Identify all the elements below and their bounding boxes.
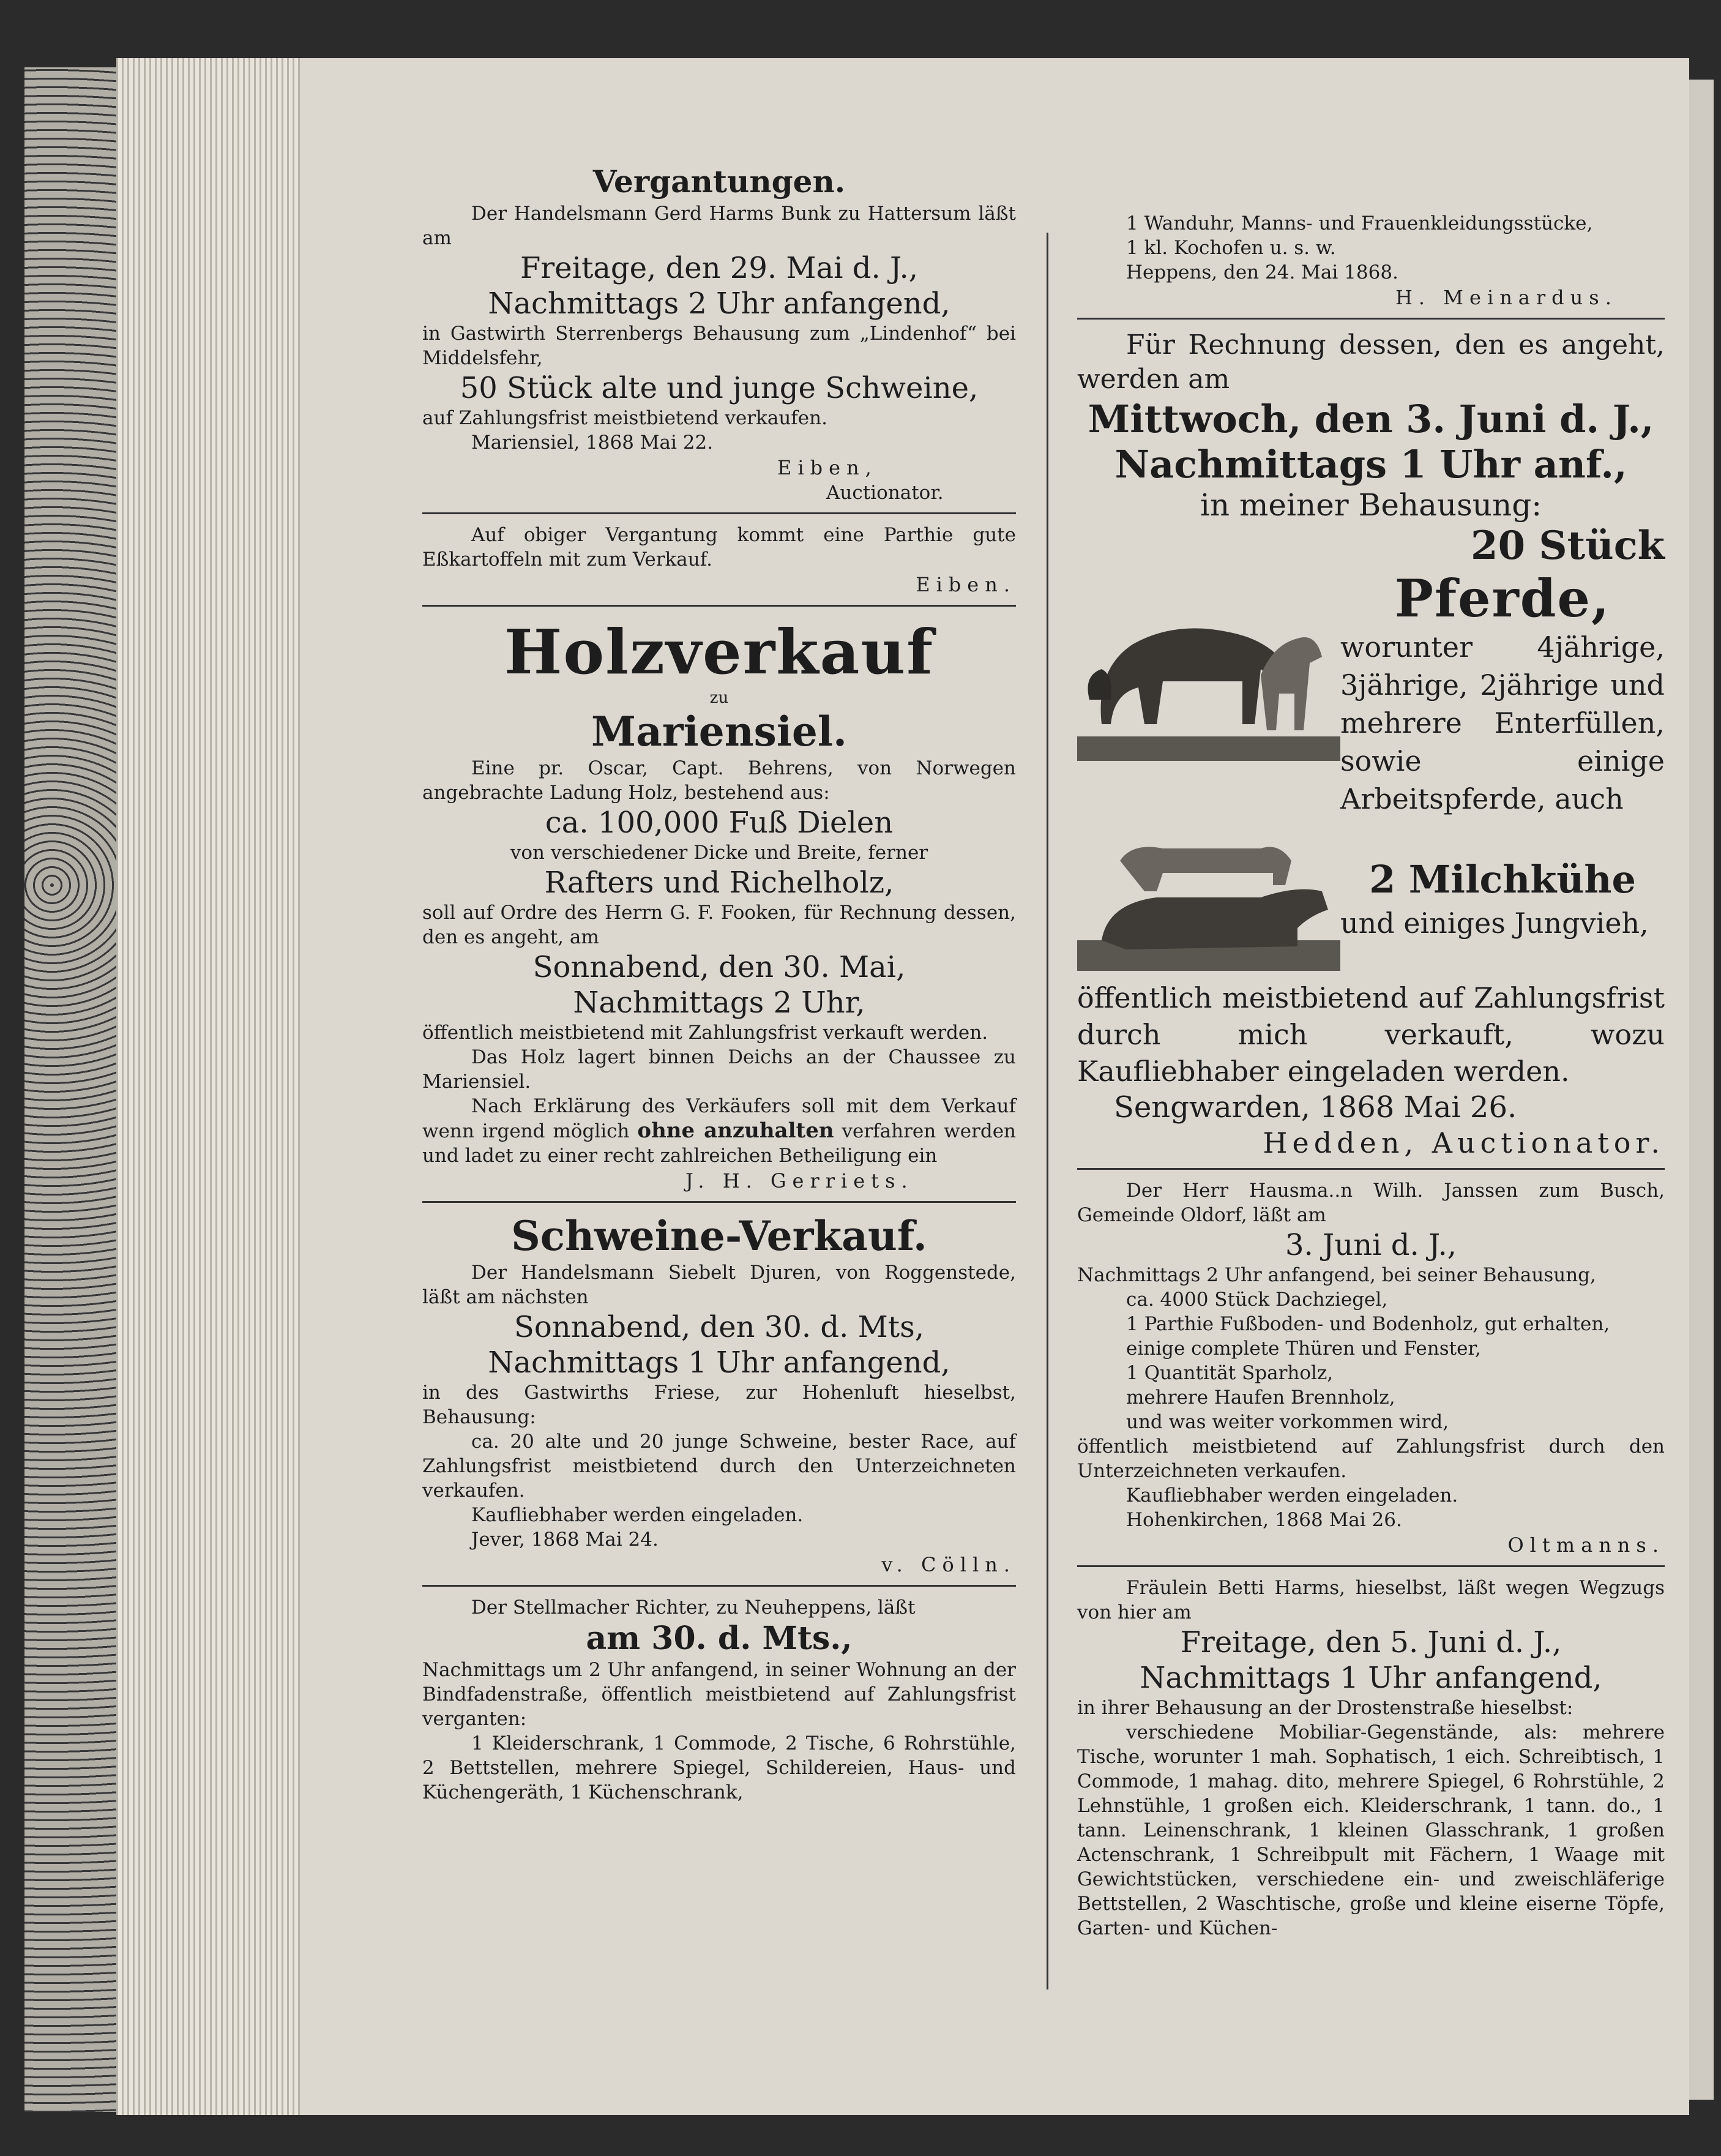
- ad-title: Schweine-Verkauf.: [511, 1212, 927, 1260]
- ad-item: ca. 4000 Stück Dachziegel,: [1126, 1289, 1388, 1311]
- ad-date: Sonnabend, den 30. d. Mts,: [514, 1310, 924, 1344]
- ad-intro: Für Rechnung dessen, den es angeht, werden am: [1077, 329, 1665, 395]
- ad-signer-title: Auctionator.: [826, 482, 944, 504]
- left-column: [422, 162, 1016, 1805]
- ad-intro: Der Stellmacher Richter, zu Neuheppens, läßt: [471, 1596, 916, 1619]
- ad-kartoffeln: [422, 523, 1016, 597]
- ad-time: Nachmittags 2 Uhr,: [573, 986, 865, 1020]
- horses-illustration: [1077, 571, 1340, 769]
- book-edge-speckle: [24, 67, 116, 2112]
- ad-dateline: Hohenkirchen, 1868 Mai 26.: [1126, 1509, 1402, 1531]
- ad-betti-harms: [1077, 1576, 1665, 1941]
- ad-place: in meiner Behausung:: [1200, 487, 1542, 523]
- ad-signer: v. Cölln.: [881, 1553, 1016, 1576]
- ad-pferde: [1077, 328, 1665, 1161]
- ad-title: Vergantungen.: [592, 163, 846, 200]
- ad-item: und was weiter vorkommen wird,: [1126, 1411, 1449, 1433]
- ad-intro: Eine pr. Oscar, Capt. Behrens, von Norwegen angebrachte Ladung Holz, bestehend aus:: [422, 757, 1016, 804]
- ad-separator: [1077, 1168, 1665, 1170]
- ad-time: Nachmittags 2 Uhr anfangend,: [488, 286, 950, 321]
- column-rule: [1047, 233, 1048, 1989]
- ad-signer: J. H. Gerriets.: [685, 1169, 914, 1192]
- ad-item: mehrere Haufen Brennholz,: [1126, 1387, 1395, 1409]
- ad-time: Nachmittags 1 Uhr anf.,: [1114, 442, 1627, 487]
- ad-dateline: Heppens, den 24. Mai 1868.: [1126, 261, 1398, 283]
- ad-goods: 1 Kleiderschrank, 1 Commode, 2 Tische, 6 Rohrstühle, 2 Bettstellen, mehrere Spiegel, Schildereien, Haus- und Küchengeräth, 1 Küchenschrank,: [422, 1732, 1016, 1803]
- ad-horses-detail: worunter 4jährige, 3jährige, 2jährige und mehrere Enterfüllen, sowie einige Arbeitspferde, auch: [1340, 631, 1665, 815]
- ad-dateline: Jever, 1868 Mai 24.: [471, 1529, 659, 1551]
- ad-date: 3. Juni d. J.,: [1285, 1228, 1457, 1262]
- ad-item-desc: von verschiedener Dicke und Breite, ferner: [510, 842, 928, 864]
- ad-item: Rafters und Richelholz,: [544, 866, 894, 900]
- ad-separator: [1077, 1565, 1665, 1567]
- ad-signer: Oltmanns.: [1507, 1533, 1665, 1557]
- ad-date: Sonnabend, den 30. Mai,: [532, 950, 906, 984]
- ad-seller-note-c: verfahren werden und ladet zu einer recht zahlreichen Betheiligung ein: [422, 1120, 1017, 1167]
- ad-item: ca. 100,000 Fuß Dielen: [545, 806, 894, 840]
- ad-item: 1 Parthie Fußboden- und Bodenholz, gut erhalten,: [1126, 1313, 1610, 1335]
- ad-title: Holzverkauf: [504, 616, 935, 688]
- ad-holzverkauf: [422, 615, 1016, 1194]
- ad-separator: [422, 605, 1016, 607]
- ad-invite: Kaufliebhaber werden eingeladen.: [1126, 1484, 1458, 1507]
- ad-terms: öffentlich meistbietend mit Zahlungsfrist verkauft werden.: [422, 1022, 988, 1044]
- ad-seller-note-a: Nach Erklärung des Verkäufers soll mit dem Verkauf wenn irgend möglich: [422, 1095, 1016, 1142]
- ad-terms: auf Zahlungsfrist meistbietend verkaufen.: [422, 407, 827, 429]
- ad-intro: Der Herr Hausma..n Wilh. Janssen zum Busch, Gemeinde Oldorf, läßt am: [1077, 1180, 1665, 1226]
- ad-place: in Gastwirth Sterrenbergs Behausung zum „Lindenhof“ bei Middelsfehr,: [422, 323, 1016, 369]
- ad-signer: Hedden, Auctionator.: [1263, 1126, 1665, 1159]
- ad-richter: [422, 1595, 1016, 1805]
- horses-block: [1077, 523, 1665, 818]
- ad-schweine-verkauf: [422, 1211, 1016, 1578]
- ad-zu: zu: [709, 689, 729, 707]
- ad-goods: ca. 20 alte und 20 junge Schweine, bester Race, auf Zahlungsfrist meistbietend durch den Unterzeichneten verkaufen.: [422, 1431, 1016, 1502]
- ad-date: am 30. d. Mts.,: [586, 1620, 853, 1657]
- ad-terms: öffentlich meistbietend auf Zahlungsfrist durch mich verkauft, wozu Kaufliebhaber eingeladen werden.: [1077, 981, 1665, 1088]
- ad-separator: [422, 512, 1016, 514]
- ad-place: in des Gastwirths Friese, zur Hohenluft hieselbst, Behausung:: [422, 1382, 1016, 1428]
- ad-count: 20 Stück: [1471, 523, 1665, 569]
- ad-richter-continued: [1077, 211, 1665, 310]
- ad-janssen: [1077, 1178, 1665, 1558]
- cows-block: [1077, 818, 1665, 979]
- cows-text: [1340, 855, 1665, 942]
- ad-order: soll auf Ordre des Herrn G. F. Fooken, für Rechnung dessen, den es angeht, am: [422, 902, 1016, 948]
- ad-vergantungen: [422, 163, 1016, 505]
- cows-illustration: [1077, 818, 1340, 979]
- ad-signer: Eiben,: [777, 456, 878, 479]
- ad-item: 1 Quantität Sparholz,: [1126, 1362, 1334, 1384]
- ad-place-title: Mariensiel.: [591, 708, 847, 755]
- ad-time: Nachmittags 1 Uhr anfangend,: [488, 1346, 950, 1380]
- ad-seller-note-emph: ohne anzuhalten: [637, 1118, 834, 1143]
- ad-date: Freitage, den 29. Mai d. J.,: [520, 251, 919, 285]
- ad-place: in ihrer Behausung an der Drostenstraße hieselbst:: [1077, 1697, 1574, 1719]
- ad-signer: Eiben.: [916, 573, 1016, 596]
- ad-animal: Pferde,: [1394, 568, 1611, 629]
- ad-goods: 50 Stück alte und junge Schweine,: [460, 371, 979, 405]
- ad-intro: Der Handelsmann Siebelt Djuren, von Roggenstede, läßt am nächsten: [422, 1262, 1016, 1308]
- ad-intro: Der Handelsmann Gerd Harms Bunk zu Hattersum läßt am: [422, 203, 1016, 249]
- ad-line: 1 kl. Kochofen u. s. w.: [1126, 237, 1336, 259]
- right-column: [1077, 211, 1665, 1941]
- ad-separator: [1077, 318, 1665, 320]
- ad-text: Nachmittags um 2 Uhr anfangend, in seiner Wohnung an der Bindfadenstraße, öffentlich meistbietend auf Zahlungsfrist verganten:: [422, 1659, 1016, 1730]
- ad-goods: verschiedene Mobiliar-Gegenstände, als: mehrere Tische, worunter 1 mah. Sophatisch, 1 eich. Schreibtisch, 1 Commode, 1 mahag. dito, mehrere Spiegel, 6 Rohrstühle, 2 Lehnstühle, 1 großen eich. Kleiderschrank, 1 tann. do., 1 tann. Leinenschrank, 1 kleinen Glasschrank, 1 großen Actenschrank, 1 Schreibpult mit Fächern, 1 Waage mit Gewichtstücken, verschiedene ein- und zweischläferige Bettstellen, 2 Waschtische, große und kleine eiserne Töpfe, Garten- und Küchen-: [1077, 1721, 1665, 1939]
- ad-separator: [422, 1201, 1016, 1203]
- ad-text: Nachmittags 2 Uhr anfangend, bei seiner Behausung,: [1077, 1264, 1596, 1286]
- ad-line: 1 Wanduhr, Manns- und Frauenkleidungsstücke,: [1126, 212, 1593, 234]
- ad-terms: öffentlich meistbietend auf Zahlungsfrist durch den Unterzeichneten verkaufen.: [1077, 1435, 1665, 1482]
- ad-seller-note: [422, 1094, 1016, 1168]
- ad-invite: Kaufliebhaber werden eingeladen.: [471, 1504, 804, 1526]
- ad-intro: Fräulein Betti Harms, hieselbst, läßt wegen Wegzugs von hier am: [1077, 1577, 1665, 1623]
- ad-location: Das Holz lagert binnen Deichs an der Chaussee zu Mariensiel.: [422, 1046, 1016, 1093]
- ad-text: Auf obiger Vergantung kommt eine Parthie gute Eßkartoffeln mit zum Verkauf.: [422, 524, 1016, 571]
- horses-text: [1340, 523, 1665, 818]
- ad-separator: [422, 1585, 1016, 1587]
- ad-cows-detail: und einiges Jungvieh,: [1340, 907, 1649, 940]
- ad-item: einige complete Thüren und Fenster,: [1126, 1338, 1481, 1360]
- ad-signer: H. Meinardus.: [1395, 286, 1618, 309]
- page-stack-edges: [116, 58, 300, 2115]
- facing-page-edge: [1689, 80, 1714, 2100]
- ad-date: Mittwoch, den 3. Juni d. J.,: [1088, 397, 1654, 441]
- ad-date: Freitage, den 5. Juni d. J.,: [1180, 1625, 1562, 1660]
- ad-cows: 2 Milchkühe: [1369, 857, 1636, 902]
- ad-dateline: Sengwarden, 1868 Mai 26.: [1114, 1090, 1517, 1125]
- ad-time: Nachmittags 1 Uhr anfangend,: [1140, 1661, 1602, 1695]
- ad-dateline: Mariensiel, 1868 Mai 22.: [471, 432, 714, 454]
